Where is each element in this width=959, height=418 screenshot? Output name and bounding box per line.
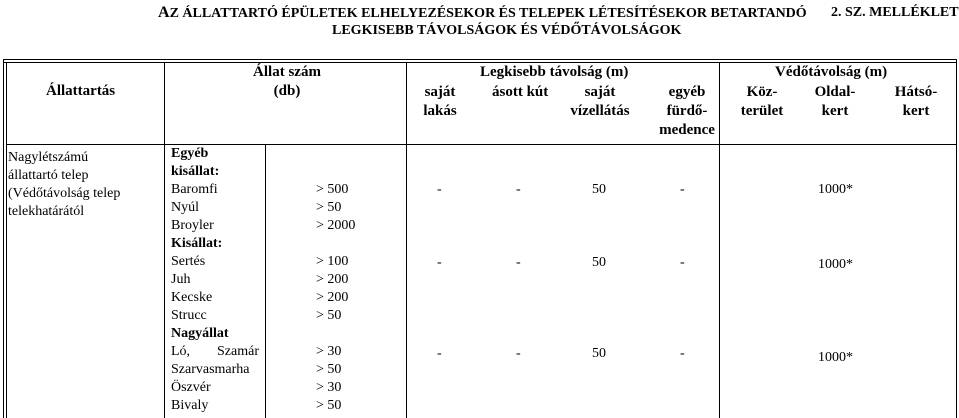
- animal-counts-cell: [316, 145, 355, 415]
- header-sajat-viz-2: vízellátás: [570, 103, 630, 119]
- category-line3: (Védőtávolság telep: [8, 186, 121, 201]
- table-border-left-inner: [6, 62, 7, 418]
- appendix-label: [831, 4, 959, 21]
- header-egyeb-furdo-3: medence: [659, 122, 715, 138]
- dist-sajat-viz: 50: [592, 182, 606, 197]
- group-heading-nagyallat: Nagyállat: [171, 326, 229, 341]
- animal-count: > 100: [316, 254, 349, 269]
- dist-egyeb: -: [680, 255, 685, 270]
- col-sep-category: [164, 62, 165, 418]
- table-border-right: [956, 59, 957, 418]
- table-border-left-outer: [3, 59, 4, 418]
- dist-asott-kut: -: [516, 346, 521, 361]
- header-egyeb-furdomedence: [655, 84, 719, 139]
- header-egyeb-furdo-1: egyéb: [668, 84, 706, 100]
- animal-name: Juh: [171, 272, 191, 287]
- header-kozterulet: [730, 84, 794, 120]
- animal-count: > 200: [316, 290, 349, 305]
- animal-count: > 30: [316, 344, 342, 359]
- header-kozterulet-1: Köz-: [746, 84, 778, 100]
- animal-name: Nyúl: [171, 200, 199, 215]
- animal-count: > 500: [316, 182, 349, 197]
- dist-asott-kut: -: [516, 182, 521, 197]
- header-oldalkert-1: Oldal-: [814, 84, 856, 100]
- animal-name-extra: Szamár: [217, 344, 259, 359]
- group-heading-kisallat-1: kisállat:: [171, 164, 220, 179]
- header-bottom-rule: [6, 144, 956, 145]
- header-sajat-vizellatas: [560, 84, 640, 120]
- dist-egyeb: -: [680, 346, 685, 361]
- animal-name: Ló,: [171, 344, 191, 359]
- header-sajat-viz-1: saját: [584, 84, 616, 100]
- animal-count: > 30: [316, 380, 342, 395]
- animal-name-lo-szamar: [171, 343, 259, 361]
- category-line2: állattartó telep: [8, 168, 89, 183]
- animal-count: > 200: [316, 272, 349, 287]
- col-sep-distance: [719, 62, 720, 418]
- dist-egyeb: -: [680, 182, 685, 197]
- category-line4: telekhatárától: [8, 204, 85, 219]
- animal-count: > 50: [316, 398, 342, 413]
- dist-vedotavolsag: 1000*: [818, 182, 853, 197]
- dist-vedotavolsag: 1000*: [818, 257, 853, 272]
- dist-sajat-viz: 50: [592, 346, 606, 361]
- dist-sajat-viz: 50: [592, 255, 606, 270]
- document-title-line1: [158, 4, 807, 22]
- animal-name: Bivaly: [171, 398, 209, 413]
- animal-names-cell: [171, 145, 263, 415]
- animal-count: > 50: [316, 200, 342, 215]
- header-egyeb-furdo-2: fürdő-: [666, 103, 708, 119]
- header-allat-szam-line2: (db): [273, 83, 301, 99]
- animal-name: Broyler: [171, 218, 214, 233]
- header-oldalkert-2: kert: [821, 103, 849, 119]
- dist-asott-kut: -: [516, 255, 521, 270]
- header-oldalkert: [803, 84, 867, 120]
- col-sep-count: [406, 62, 407, 418]
- title-rest: Z ÁLLATTARTÓ ÉPÜLETEK ELHELYEZÉSEKOR ÉS TELEPEK LÉTESÍTÉSEKOR BETARTANDÓ: [169, 6, 807, 21]
- header-kozterulet-2: terület: [740, 103, 784, 119]
- appendix-word: SZ. MELLÉKLET: [845, 5, 959, 20]
- header-hatsokert-2: kert: [902, 103, 930, 119]
- col-sep-animal: [265, 144, 266, 418]
- dist-sajat-lakas: -: [437, 346, 442, 361]
- animal-count: > 50: [316, 308, 342, 323]
- dist-sajat-lakas: -: [437, 255, 442, 270]
- animal-name: Öszvér: [171, 380, 211, 395]
- header-sajat-lakas: [410, 84, 470, 120]
- header-allat-szam-line1: Állat szám: [253, 64, 321, 80]
- animal-name: Szarvasmarha: [171, 362, 250, 377]
- animal-count: > 50: [316, 362, 342, 377]
- header-sajat-lakas-1: saját: [424, 84, 456, 100]
- animal-name: Kecske: [171, 290, 213, 305]
- header-hatsokert: [884, 84, 948, 120]
- header-allattartas: Állattartás: [46, 83, 116, 99]
- animal-name: Sertés: [171, 254, 206, 269]
- header-hatsokert-1: Hátsó-: [894, 84, 938, 100]
- appendix-number: 2.: [831, 5, 845, 20]
- title-lead-letter: A: [158, 4, 170, 21]
- group-heading-kisallat: Kisállat:: [171, 236, 223, 251]
- header-sajat-lakas-2: lakás: [423, 103, 457, 119]
- animal-name: Baromfi: [171, 182, 218, 197]
- animal-count: > 2000: [316, 218, 356, 233]
- dist-vedotavolsag: 1000*: [818, 350, 853, 365]
- category-cell: [8, 149, 120, 221]
- header-allat-szam: [232, 64, 342, 100]
- group-heading-egyeb: Egyéb: [171, 146, 209, 161]
- header-asott-kut: ásott kút: [492, 84, 549, 100]
- header-vedotavolsag: Védőtávolság (m): [775, 64, 888, 80]
- dist-sajat-lakas: -: [437, 182, 442, 197]
- table-border-top-outer: [3, 59, 957, 60]
- table-border-top-inner: [3, 62, 957, 63]
- document-title-line2: LEGKISEBB TÁVOLSÁGOK ÉS VÉDŐTÁVOLSÁGOK: [332, 23, 682, 38]
- header-legkisebb-tavolsag: Legkisebb távolság (m): [480, 64, 629, 80]
- category-line1: Nagylétszámú: [8, 150, 89, 165]
- animal-name: Strucc: [171, 308, 207, 323]
